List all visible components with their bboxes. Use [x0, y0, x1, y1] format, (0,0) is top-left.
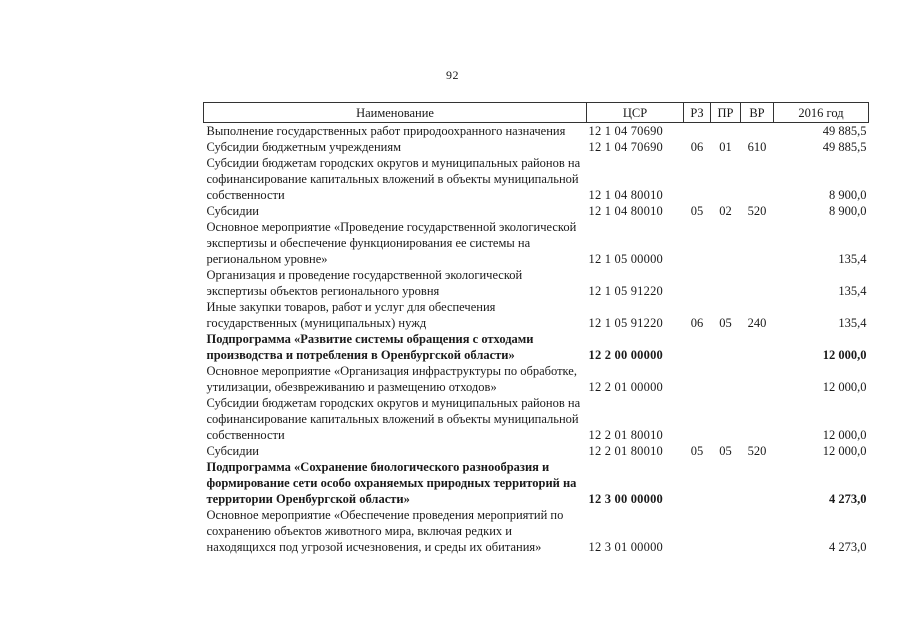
cell-name: Субсидии — [206, 204, 259, 218]
cell-vr — [741, 363, 774, 395]
cell-pr — [711, 155, 741, 203]
table-row — [204, 267, 869, 299]
cell-csr: 12 1 04 80010 — [588, 204, 663, 218]
cell-vr — [741, 459, 774, 507]
cell-name: Подпрограмма «Сохранение биологического разнообразия и формирование сети особо охраняемых природных территорий на территории Оренбургской области» — [206, 460, 577, 506]
table-body — [204, 123, 869, 556]
cell-pr — [711, 267, 741, 299]
header-pr: ПР — [711, 103, 741, 123]
cell-rz — [684, 331, 711, 363]
table-row — [204, 443, 869, 459]
header-name: Наименование — [204, 103, 587, 123]
table-row — [204, 123, 869, 140]
cell-csr: 12 1 05 91220 — [588, 284, 663, 298]
header-year: 2016 год — [774, 103, 869, 123]
cell-sum: 49 885,5 — [822, 124, 867, 138]
cell-sum: 12 000,0 — [822, 348, 867, 362]
cell-csr: 12 1 04 70690 — [588, 124, 663, 138]
table-row — [204, 507, 869, 555]
table-row — [204, 363, 869, 395]
cell-rz — [684, 363, 711, 395]
table-row — [204, 219, 869, 267]
cell-sum: 12 000,0 — [822, 428, 867, 442]
table-row — [204, 331, 869, 363]
cell-vr — [741, 507, 774, 555]
cell-pr — [711, 363, 741, 395]
table-header-row — [204, 103, 869, 123]
table-row — [204, 395, 869, 443]
cell-name: Основное мероприятие «Проведение государственной экологической экспертизы и обеспечение функционирования ее системы на региональном уровне» — [206, 220, 577, 266]
cell-name: Иные закупки товаров, работ и услуг для обеспечения государственных (муниципальных) нужд — [206, 300, 496, 330]
cell-pr — [711, 507, 741, 555]
header-rz: РЗ — [684, 103, 711, 123]
cell-name: Субсидии бюджетам городских округов и муниципальных районов на софинансирование капитальных вложений в объекты муниципальной собственности — [206, 396, 581, 442]
cell-rz — [684, 123, 711, 140]
cell-vr — [741, 267, 774, 299]
page-number: 92 — [446, 68, 459, 82]
cell-csr: 12 1 05 00000 — [588, 252, 663, 266]
table-row — [204, 139, 869, 155]
cell-rz: 05 — [690, 444, 704, 458]
cell-vr: 610 — [747, 140, 767, 154]
cell-pr: 02 — [719, 204, 732, 218]
cell-rz — [684, 155, 711, 203]
cell-pr — [711, 123, 741, 140]
cell-name: Субсидии бюджетным учреждениям — [206, 140, 402, 154]
cell-name: Основное мероприятие «Организация инфраструктуры по обработке, утилизации, обезвреживанию и размещению отходов» — [206, 364, 577, 394]
cell-pr — [711, 219, 741, 267]
cell-pr — [711, 459, 741, 507]
cell-sum: 135,4 — [838, 316, 867, 330]
cell-rz: 06 — [690, 316, 704, 330]
cell-rz — [684, 267, 711, 299]
cell-pr: 05 — [719, 444, 732, 458]
cell-name: Подпрограмма «Развитие системы обращения с отходами производства и потребления в Оренбургской области» — [206, 332, 534, 362]
cell-rz — [684, 507, 711, 555]
cell-sum: 12 000,0 — [822, 380, 867, 394]
cell-sum: 8 900,0 — [829, 188, 867, 202]
cell-name: Выполнение государственных работ природоохранного назначения — [206, 124, 566, 138]
cell-sum: 12 000,0 — [822, 444, 867, 458]
cell-pr: 01 — [719, 140, 732, 154]
cell-vr — [741, 155, 774, 203]
cell-sum: 135,4 — [838, 252, 867, 266]
cell-sum: 49 885,5 — [822, 140, 867, 154]
cell-sum: 135,4 — [838, 284, 867, 298]
header-csr: ЦСР — [587, 103, 684, 123]
cell-pr: 05 — [719, 316, 732, 330]
cell-vr — [741, 123, 774, 140]
cell-csr: 12 2 00 00000 — [588, 348, 663, 362]
cell-rz: 05 — [690, 204, 704, 218]
cell-csr: 12 2 01 80010 — [588, 428, 663, 442]
cell-vr — [741, 219, 774, 267]
table-row — [204, 299, 869, 331]
cell-pr — [711, 331, 741, 363]
cell-vr — [741, 395, 774, 443]
table-row — [204, 203, 869, 219]
cell-vr — [741, 331, 774, 363]
cell-rz — [684, 219, 711, 267]
cell-csr: 12 2 01 00000 — [588, 380, 663, 394]
cell-csr: 12 1 05 91220 — [588, 316, 663, 330]
cell-rz: 06 — [690, 140, 704, 154]
table-row — [204, 155, 869, 203]
cell-rz — [684, 459, 711, 507]
header-vr: ВР — [741, 103, 774, 123]
cell-sum: 8 900,0 — [829, 204, 867, 218]
cell-rz — [684, 395, 711, 443]
cell-csr: 12 3 01 00000 — [588, 540, 663, 554]
cell-vr: 240 — [747, 316, 767, 330]
cell-name: Организация и проведение государственной экологической экспертизы объектов регионального уровня — [206, 268, 523, 298]
table-row — [204, 459, 869, 507]
cell-sum: 4 273,0 — [829, 540, 867, 554]
cell-vr: 520 — [747, 204, 767, 218]
cell-vr: 520 — [747, 444, 767, 458]
budget-table — [203, 102, 869, 555]
cell-sum: 4 273,0 — [829, 492, 867, 506]
cell-csr: 12 1 04 70690 — [588, 140, 663, 154]
cell-pr — [711, 395, 741, 443]
cell-name: Субсидии бюджетам городских округов и муниципальных районов на софинансирование капитальных вложений в объекты муниципальной собственности — [206, 156, 581, 202]
cell-csr: 12 1 04 80010 — [588, 188, 663, 202]
cell-csr: 12 3 00 00000 — [588, 492, 663, 506]
cell-name: Основное мероприятие «Обеспечение проведения мероприятий по сохранению объектов животного мира, включая редких и находящихся под угрозой исчезновения, и среды их обитания» — [206, 508, 564, 554]
cell-name: Субсидии — [206, 444, 259, 458]
cell-csr: 12 2 01 80010 — [588, 444, 663, 458]
